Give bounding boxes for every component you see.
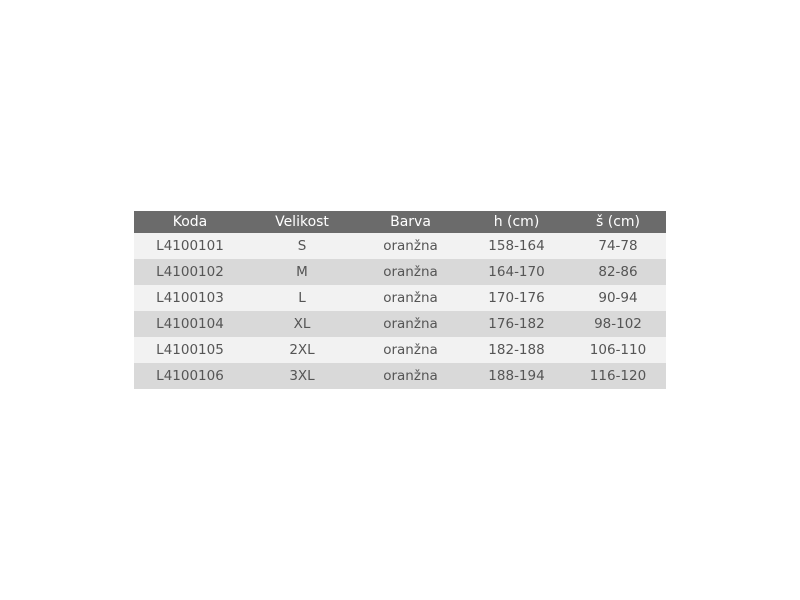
cell-width: 90-94 — [570, 285, 666, 311]
cell-barva: oranžna — [358, 259, 463, 285]
header-barva: Barva — [358, 211, 463, 233]
table-header — [134, 211, 666, 233]
cell-velikost: M — [246, 259, 358, 285]
cell-height: 170-176 — [463, 285, 570, 311]
cell-width: 74-78 — [570, 233, 666, 259]
header-velikost: Velikost — [246, 211, 358, 233]
cell-height: 164-170 — [463, 259, 570, 285]
cell-koda: L4100105 — [134, 337, 246, 363]
table-row — [134, 233, 666, 259]
cell-height: 158-164 — [463, 233, 570, 259]
cell-koda: L4100101 — [134, 233, 246, 259]
cell-height: 188-194 — [463, 363, 570, 389]
size-table — [134, 211, 666, 389]
table-row — [134, 311, 666, 337]
cell-koda: L4100103 — [134, 285, 246, 311]
table-body — [134, 233, 666, 389]
cell-velikost: 2XL — [246, 337, 358, 363]
header-koda: Koda — [134, 211, 246, 233]
header-width: š (cm) — [570, 211, 666, 233]
cell-barva: oranžna — [358, 311, 463, 337]
cell-koda: L4100106 — [134, 363, 246, 389]
cell-velikost: L — [246, 285, 358, 311]
cell-width: 98-102 — [570, 311, 666, 337]
cell-barva: oranžna — [358, 233, 463, 259]
cell-height: 176-182 — [463, 311, 570, 337]
cell-width: 116-120 — [570, 363, 666, 389]
cell-width: 106-110 — [570, 337, 666, 363]
table-row — [134, 363, 666, 389]
cell-koda: L4100102 — [134, 259, 246, 285]
table-row — [134, 285, 666, 311]
cell-height: 182-188 — [463, 337, 570, 363]
cell-width: 82-86 — [570, 259, 666, 285]
header-height: h (cm) — [463, 211, 570, 233]
cell-barva: oranžna — [358, 285, 463, 311]
cell-velikost: XL — [246, 311, 358, 337]
cell-velikost: S — [246, 233, 358, 259]
cell-koda: L4100104 — [134, 311, 246, 337]
cell-barva: oranžna — [358, 363, 463, 389]
table-row — [134, 259, 666, 285]
cell-barva: oranžna — [358, 337, 463, 363]
table-row — [134, 337, 666, 363]
header-row — [134, 211, 666, 233]
cell-velikost: 3XL — [246, 363, 358, 389]
